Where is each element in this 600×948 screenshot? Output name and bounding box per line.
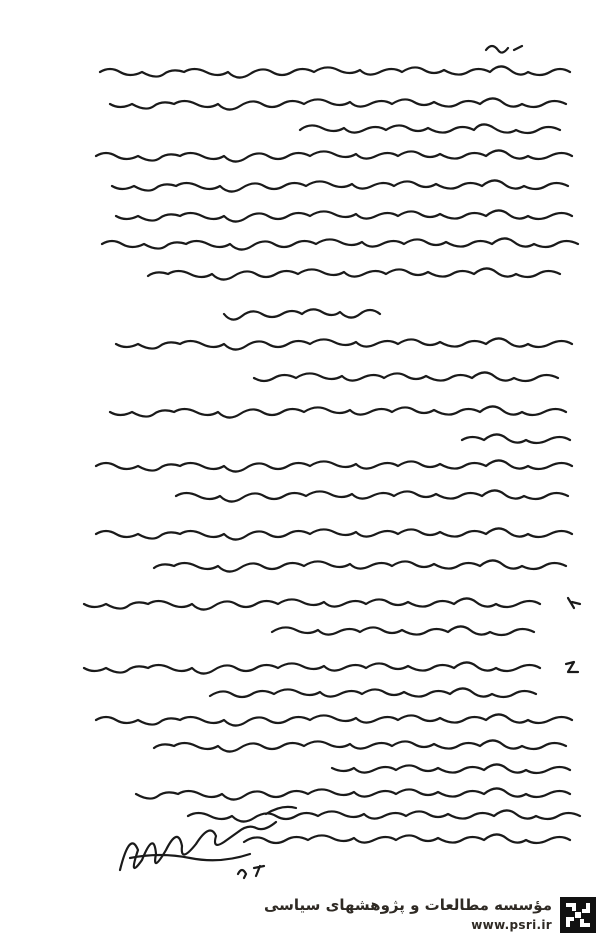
ink-line <box>112 180 568 191</box>
ink-line <box>136 788 570 799</box>
header-mark <box>486 46 522 53</box>
ink-line <box>84 598 540 609</box>
ink-line <box>116 338 572 349</box>
signature-underline <box>130 854 250 860</box>
ink-line <box>188 810 580 821</box>
ink-line <box>332 764 570 773</box>
ink-line <box>154 740 566 751</box>
ink-line <box>96 150 572 161</box>
list-marker-2 <box>566 662 578 672</box>
list-marker-1 <box>568 598 580 608</box>
ink-line <box>96 714 572 725</box>
ink-line <box>102 238 578 249</box>
section-heading-ink <box>224 309 380 319</box>
ink-line <box>110 406 566 417</box>
ink-line <box>244 834 570 843</box>
ink-line <box>254 372 558 381</box>
ink-line <box>100 66 570 77</box>
ink-line <box>96 528 572 539</box>
ink-line <box>154 560 566 571</box>
ink-line <box>84 662 540 673</box>
psri-knot-logo-icon <box>560 897 596 933</box>
organization-url: www.psri.ir <box>471 918 552 932</box>
ink-line <box>96 460 572 471</box>
ink-line <box>148 268 560 279</box>
page-number-ink <box>238 866 264 878</box>
ink-line <box>116 210 572 221</box>
ink-line <box>300 124 560 133</box>
ink-line <box>110 98 566 109</box>
ink-line <box>272 626 534 635</box>
ink-line <box>462 434 570 443</box>
ink-line <box>176 490 568 501</box>
organization-name: مؤسسه مطالعات و پژوهشهای سیاسی <box>263 896 552 914</box>
ink-line <box>210 688 536 697</box>
